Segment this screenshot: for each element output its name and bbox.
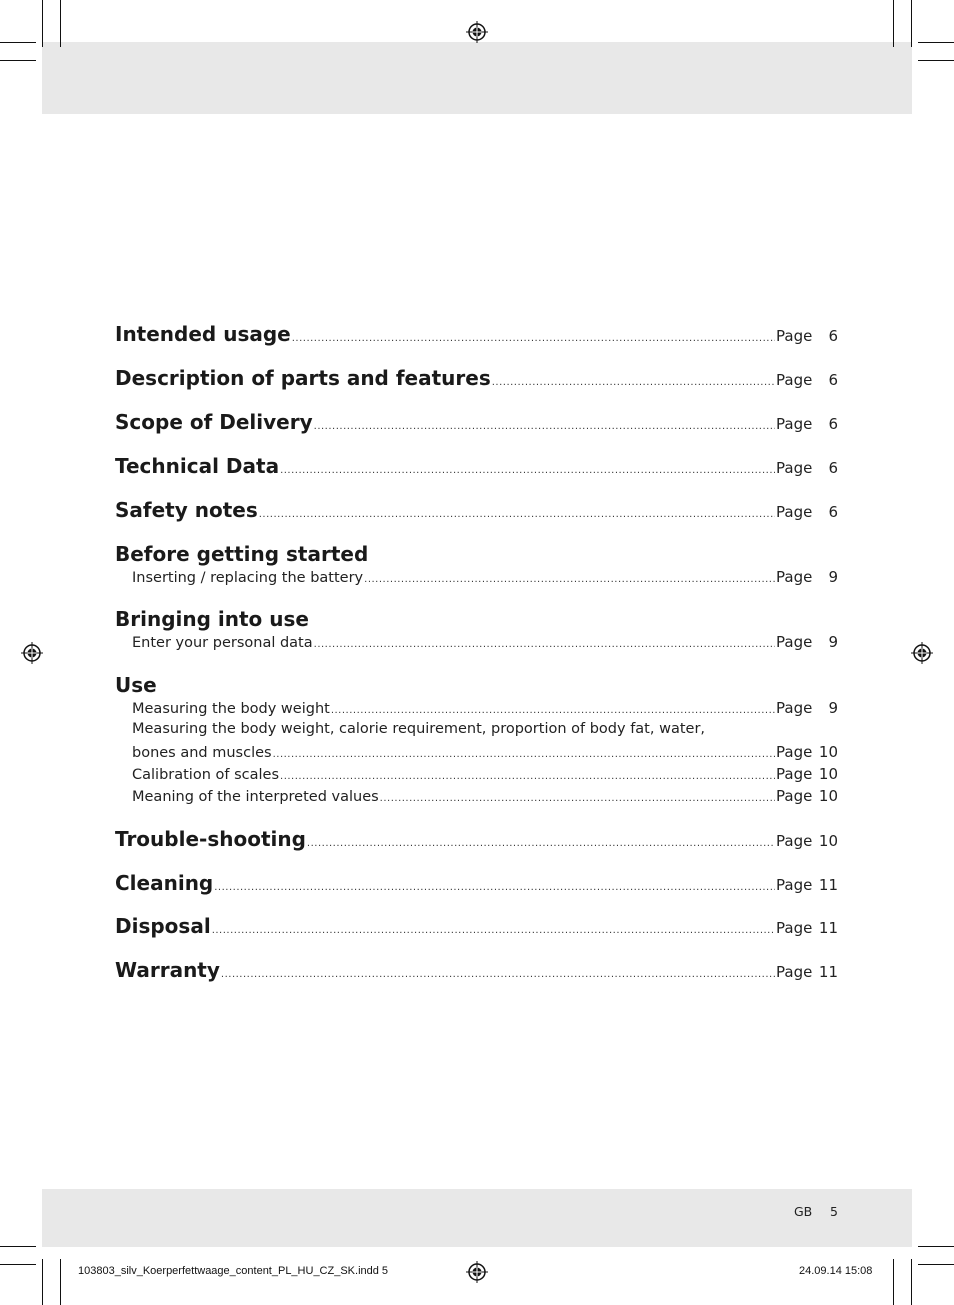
page-number: 9 — [828, 568, 838, 586]
toc-heading-before-getting-started[interactable]: Before getting started — [115, 542, 369, 566]
dot-leader — [280, 771, 775, 782]
page-word: Page — [776, 568, 813, 586]
page-number: 10 — [818, 765, 838, 783]
page-number: 9 — [828, 699, 838, 717]
dot-leader — [259, 509, 775, 520]
page-number: 6 — [828, 415, 838, 433]
toc-entry-personal-data[interactable] — [132, 633, 838, 651]
crop-mark — [918, 42, 954, 43]
page-word: Page — [776, 415, 813, 433]
toc-entry-bones-and-muscles[interactable] — [132, 743, 838, 761]
page-number: 6 — [828, 371, 838, 389]
toc-entry-cleaning[interactable] — [115, 871, 838, 895]
dot-leader — [314, 421, 775, 432]
toc-heading-bringing-into-use[interactable]: Bringing into use — [115, 607, 309, 631]
dot-leader — [314, 639, 775, 650]
crop-mark — [0, 60, 36, 61]
toc-entry-label: Measuring the body weight — [132, 701, 330, 717]
toc-entry-body-weight[interactable] — [132, 699, 838, 717]
page-number: 6 — [828, 327, 838, 345]
print-slug-filename: 103803_silv_Koerperfettwaage_content_PL_HU_CZ_SK.indd 5 — [78, 1265, 389, 1277]
toc-heading-use[interactable]: Use — [115, 673, 157, 697]
page-number: 11 — [818, 963, 838, 981]
toc-entry-label: Intended usage — [115, 322, 291, 346]
dot-leader — [212, 925, 775, 936]
crop-mark — [0, 42, 36, 43]
page-word: Page — [776, 832, 813, 850]
page-word: Page — [776, 503, 813, 521]
crop-mark — [911, 0, 912, 47]
print-slug-datetime: 24.09.14 15:08 — [799, 1265, 873, 1277]
page-number: 6 — [828, 459, 838, 477]
toc-entry-label: Meaning of the interpreted values — [132, 789, 379, 805]
dot-leader — [492, 377, 775, 388]
page-number: 9 — [828, 633, 838, 651]
registration-mark-icon — [466, 1261, 488, 1283]
footer-band — [42, 1189, 912, 1247]
toc-entry-label: Enter your personal data — [132, 635, 313, 651]
page-number: 10 — [818, 743, 838, 761]
header-band — [42, 42, 912, 114]
crop-mark — [0, 1264, 36, 1265]
dot-leader — [331, 705, 775, 716]
page-word: Page — [776, 327, 813, 345]
page-word: Page — [776, 699, 813, 717]
dot-leader — [364, 574, 775, 585]
toc-entry-measuring-line[interactable]: Measuring the body weight, calorie requirement, proportion of body fat, water, — [132, 721, 706, 737]
crop-mark — [42, 0, 43, 47]
toc-entry-interpreted-values[interactable] — [132, 787, 838, 805]
dot-leader — [292, 333, 775, 344]
registration-mark-icon — [21, 642, 43, 664]
toc-entry-safety-notes[interactable] — [115, 498, 838, 522]
toc-entry-label: Warranty — [115, 958, 220, 982]
toc-entry-trouble-shooting[interactable] — [115, 827, 838, 851]
page-word: Page — [776, 919, 813, 937]
page-number: 11 — [818, 876, 838, 894]
crop-mark — [60, 1259, 61, 1305]
page-word: Page — [776, 787, 813, 805]
footer-page-number: 5 — [830, 1204, 838, 1219]
page-word: Page — [776, 765, 813, 783]
dot-leader — [280, 465, 775, 476]
page-number: 10 — [818, 787, 838, 805]
crop-mark — [893, 0, 894, 47]
page-word: Page — [776, 876, 813, 894]
crop-mark — [918, 60, 954, 61]
crop-mark — [918, 1264, 954, 1265]
toc-entry-label: Scope of Delivery — [115, 410, 313, 434]
page-word: Page — [776, 371, 813, 389]
page-number: 6 — [828, 503, 838, 521]
registration-mark-icon — [466, 21, 488, 43]
toc-entry-label: Cleaning — [115, 871, 214, 895]
toc-entry-intended-usage[interactable] — [115, 322, 838, 346]
crop-mark — [60, 0, 61, 47]
toc-entry-label: bones and muscles — [132, 745, 272, 761]
toc-entry-label: Disposal — [115, 914, 211, 938]
dot-leader — [221, 969, 775, 980]
page-number: 10 — [818, 832, 838, 850]
toc-entry-description[interactable] — [115, 366, 838, 390]
crop-mark — [918, 1246, 954, 1247]
toc-entry-label: Safety notes — [115, 498, 258, 522]
toc-entry-label: Technical Data — [115, 454, 280, 478]
crop-mark — [0, 1246, 36, 1247]
toc-entry-label: Description of parts and features — [115, 366, 491, 390]
toc-entry-scope-of-delivery[interactable] — [115, 410, 838, 434]
dot-leader — [273, 749, 775, 760]
crop-mark — [911, 1259, 912, 1305]
toc-entry-label: Calibration of scales — [132, 767, 280, 783]
dot-leader — [307, 838, 775, 849]
toc-entry-label: Inserting / replacing the battery — [132, 570, 364, 586]
page-number: 11 — [818, 919, 838, 937]
page-word: Page — [776, 459, 813, 477]
toc-entry-battery[interactable] — [132, 568, 838, 586]
toc-entry-calibration[interactable] — [132, 765, 838, 783]
toc-entry-label: Trouble-shooting — [115, 827, 306, 851]
crop-mark — [42, 1259, 43, 1305]
crop-mark — [893, 1259, 894, 1305]
registration-mark-icon — [911, 642, 933, 664]
dot-leader — [214, 882, 775, 893]
footer-language-code: GB — [794, 1204, 813, 1219]
page-word: Page — [776, 963, 813, 981]
toc-entry-technical-data[interactable] — [115, 454, 838, 478]
page-word: Page — [776, 633, 813, 651]
dot-leader — [380, 793, 775, 804]
toc-entry-warranty[interactable] — [115, 958, 838, 982]
page-word: Page — [776, 743, 813, 761]
toc-entry-disposal[interactable] — [115, 914, 838, 938]
